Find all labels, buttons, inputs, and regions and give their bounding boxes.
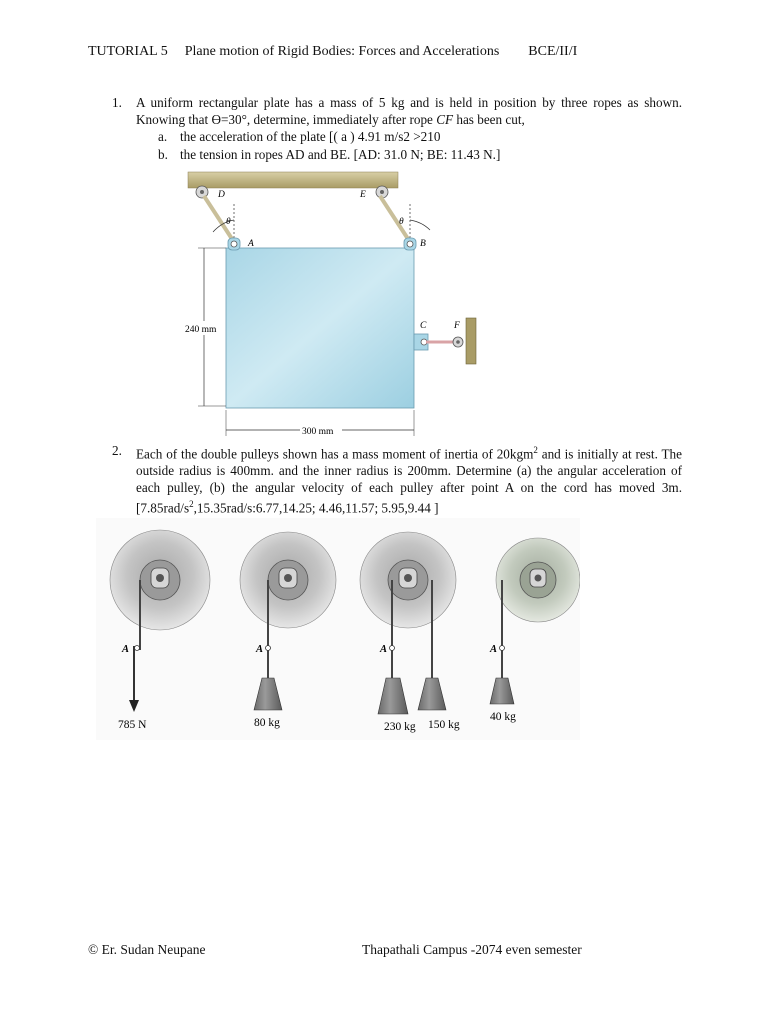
page-header	[88, 44, 577, 60]
question-number: 1.	[112, 95, 122, 110]
svg-text:A: A	[490, 644, 498, 655]
label-a: A	[248, 239, 254, 249]
question-1	[112, 94, 682, 128]
list-item: b. the tension in ropes AD and BE. [AD: 31.0 N; BE: 11.43 N.]	[158, 147, 501, 162]
question-text: A uniform rectangular plate has a mass of 5 kg and is held in position by three ropes as shown. Knowing that ϴ=30°, determine, immediately after rope CF has been cut,	[136, 95, 682, 127]
list-item: a. the acceleration of the plate [( a ) 4.91 m/s2 >210	[158, 129, 441, 144]
wall-support	[466, 318, 476, 364]
tutorial-topic: Plane motion of Rigid Bodies: Forces and Accelerations	[184, 44, 500, 59]
svg-text:A: A	[256, 644, 264, 655]
plate-figure	[180, 168, 490, 440]
question-number: 2.	[112, 443, 122, 458]
rope-be	[380, 196, 410, 242]
label-d: D	[218, 190, 225, 200]
course-code: BCE/II/I	[528, 44, 578, 59]
load-label-3a: 230 kg	[384, 721, 416, 733]
tutorial-number: TUTORIAL 5	[88, 44, 168, 59]
theta-label-a: θ	[226, 217, 231, 227]
svg-text:A: A	[380, 644, 388, 655]
load-label-2: 80 kg	[254, 717, 280, 729]
load-label-4: 40 kg	[490, 711, 516, 723]
ceiling-support	[188, 172, 398, 188]
dim-height-label: 240 mm	[185, 325, 217, 335]
footer-author: © Er. Sudan Neupane	[88, 942, 206, 957]
load-label-1: 785 N	[118, 719, 147, 731]
label-e: E	[360, 190, 366, 200]
label-f: F	[454, 321, 460, 331]
label-c: C	[420, 321, 427, 331]
rectangular-plate	[226, 248, 414, 408]
question-2	[112, 442, 682, 517]
pulleys-figure	[96, 518, 580, 740]
footer-campus: Thapathali Campus -2074 even semester	[362, 942, 582, 957]
dim-width-label: 300 mm	[302, 427, 334, 437]
pin-a	[231, 241, 237, 247]
load-label-3b: 150 kg	[428, 719, 460, 731]
label-a: A	[122, 644, 130, 655]
label-b: B	[420, 239, 426, 249]
theta-label-b: θ	[399, 217, 404, 227]
question-text: Each of the double pulleys shown has a mass moment of inertia of 20kgm$^2$ and is initially at rest. The outside radius is 400mm. and the inner radius is 200mm. Determine (a) the angular acceleration of each pulley, (b) the angular velocity of each pulley after point A on the cord has moved 3m. [$7.85rad/s^2,15.35rad/s:6.77,14.25$; 4.46,11.57; 5.95,9.44 ]	[136, 445, 682, 516]
pin-b	[407, 241, 413, 247]
